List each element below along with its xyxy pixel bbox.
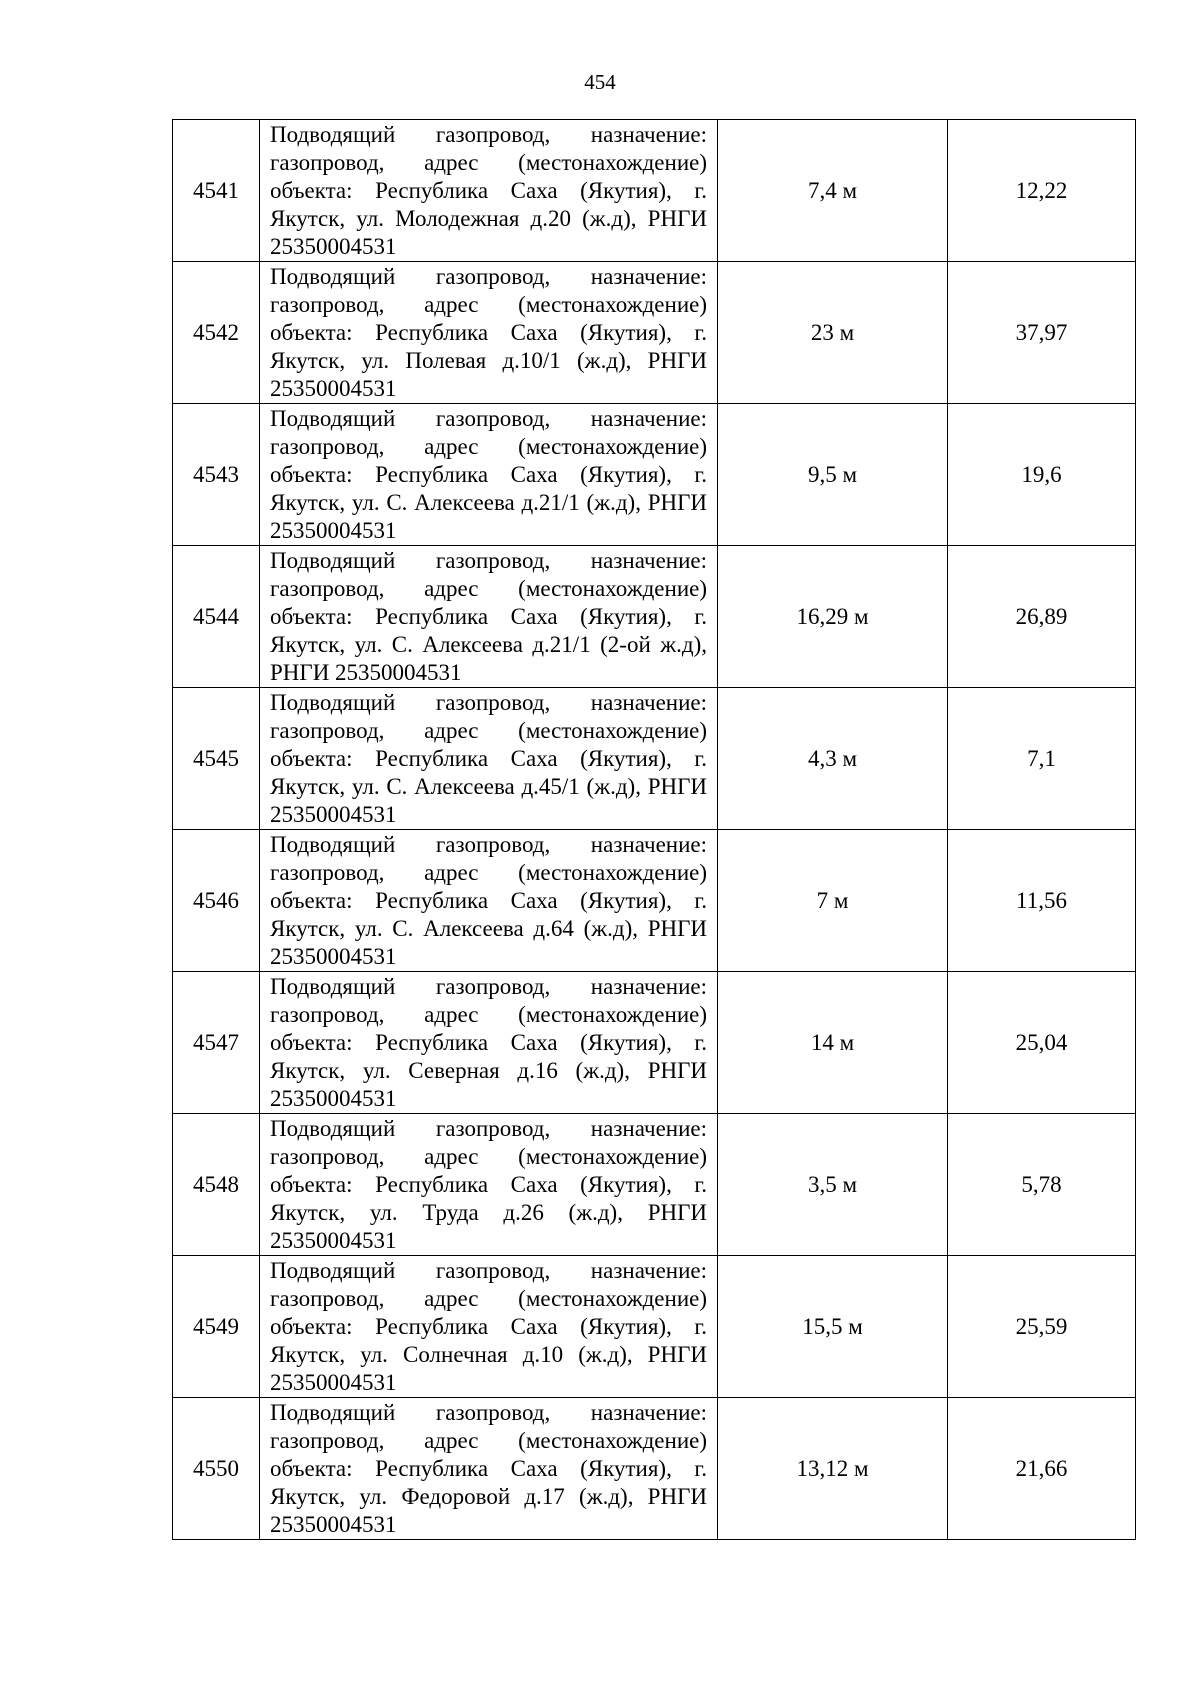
object-description-text: Подводящий газопровод, назначение: газопровод, адрес (местонахождение) объекта: Республика Саха (Якутия), г. Якутск, ул. С. Алексеева д.64 (ж.д), РНГИ 25350004531	[270, 832, 707, 969]
object-value: 25,59	[948, 1256, 1136, 1398]
object-description	[260, 404, 718, 546]
table-row	[173, 1256, 1136, 1398]
table-row	[173, 262, 1136, 404]
table-row	[173, 120, 1136, 262]
object-description-text: Подводящий газопровод, назначение: газопровод, адрес (местонахождение) объекта: Республика Саха (Якутия), г. Якутск, ул. С. Алексеева д.21/1 (2-ой ж.д), РНГИ 25350004531	[270, 548, 707, 685]
object-length: 16,29 м	[718, 546, 948, 688]
object-value: 19,6	[948, 404, 1136, 546]
table-row	[173, 688, 1136, 830]
row-number: 4546	[173, 830, 260, 972]
object-value: 5,78	[948, 1114, 1136, 1256]
row-number: 4548	[173, 1114, 260, 1256]
object-length: 7 м	[718, 830, 948, 972]
object-description	[260, 1398, 718, 1540]
object-value: 21,66	[948, 1398, 1136, 1540]
object-description-text: Подводящий газопровод, назначение: газопровод, адрес (местонахождение) объекта: Республика Саха (Якутия), г. Якутск, ул. С. Алексеева д.45/1 (ж.д), РНГИ 25350004531	[270, 690, 707, 827]
object-length: 9,5 м	[718, 404, 948, 546]
table-row	[173, 1114, 1136, 1256]
object-description-text: Подводящий газопровод, назначение: газопровод, адрес (местонахождение) объекта: Республика Саха (Якутия), г. Якутск, ул. С. Алексеева д.21/1 (ж.д), РНГИ 25350004531	[270, 406, 707, 543]
object-description	[260, 1114, 718, 1256]
object-description	[260, 262, 718, 404]
row-number: 4549	[173, 1256, 260, 1398]
object-value: 26,89	[948, 546, 1136, 688]
object-description-text: Подводящий газопровод, назначение: газопровод, адрес (местонахождение) объекта: Республика Саха (Якутия), г. Якутск, ул. Северная д.16 (ж.д), РНГИ 25350004531	[270, 974, 707, 1111]
object-length: 7,4 м	[718, 120, 948, 262]
table-row	[173, 1398, 1136, 1540]
object-length: 13,12 м	[718, 1398, 948, 1540]
object-description	[260, 830, 718, 972]
object-value: 12,22	[948, 120, 1136, 262]
table-row	[173, 546, 1136, 688]
object-description-text: Подводящий газопровод, назначение: газопровод, адрес (местонахождение) объекта: Республика Саха (Якутия), г. Якутск, ул. Федоровой д.17 (ж.д), РНГИ 25350004531	[270, 1400, 707, 1537]
object-length: 23 м	[718, 262, 948, 404]
object-description-text: Подводящий газопровод, назначение: газопровод, адрес (местонахождение) объекта: Республика Саха (Якутия), г. Якутск, ул. Труда д.26 (ж.д), РНГИ 25350004531	[270, 1116, 707, 1253]
table-row	[173, 404, 1136, 546]
row-number: 4545	[173, 688, 260, 830]
object-length: 15,5 м	[718, 1256, 948, 1398]
object-value: 37,97	[948, 262, 1136, 404]
row-number: 4544	[173, 546, 260, 688]
row-number: 4541	[173, 120, 260, 262]
object-description	[260, 120, 718, 262]
table-row	[173, 830, 1136, 972]
object-description-text: Подводящий газопровод, назначение: газопровод, адрес (местонахождение) объекта: Республика Саха (Якутия), г. Якутск, ул. Солнечная д.10 (ж.д), РНГИ 25350004531	[270, 1258, 707, 1395]
object-description	[260, 688, 718, 830]
table-row	[173, 972, 1136, 1114]
object-description-text: Подводящий газопровод, назначение: газопровод, адрес (местонахождение) объекта: Республика Саха (Якутия), г. Якутск, ул. Молодежная д.20 (ж.д), РНГИ 25350004531	[270, 122, 707, 259]
object-value: 25,04	[948, 972, 1136, 1114]
row-number: 4547	[173, 972, 260, 1114]
object-value: 11,56	[948, 830, 1136, 972]
object-description	[260, 1256, 718, 1398]
row-number: 4550	[173, 1398, 260, 1540]
object-description	[260, 972, 718, 1114]
row-number: 4543	[173, 404, 260, 546]
object-length: 3,5 м	[718, 1114, 948, 1256]
registry-table	[172, 119, 1136, 1540]
object-length: 14 м	[718, 972, 948, 1114]
object-length: 4,3 м	[718, 688, 948, 830]
object-description-text: Подводящий газопровод, назначение: газопровод, адрес (местонахождение) объекта: Республика Саха (Якутия), г. Якутск, ул. Полевая д.10/1 (ж.д), РНГИ 25350004531	[270, 264, 707, 401]
row-number: 4542	[173, 262, 260, 404]
object-description	[260, 546, 718, 688]
object-value: 7,1	[948, 688, 1136, 830]
page-number: 454	[584, 70, 616, 94]
